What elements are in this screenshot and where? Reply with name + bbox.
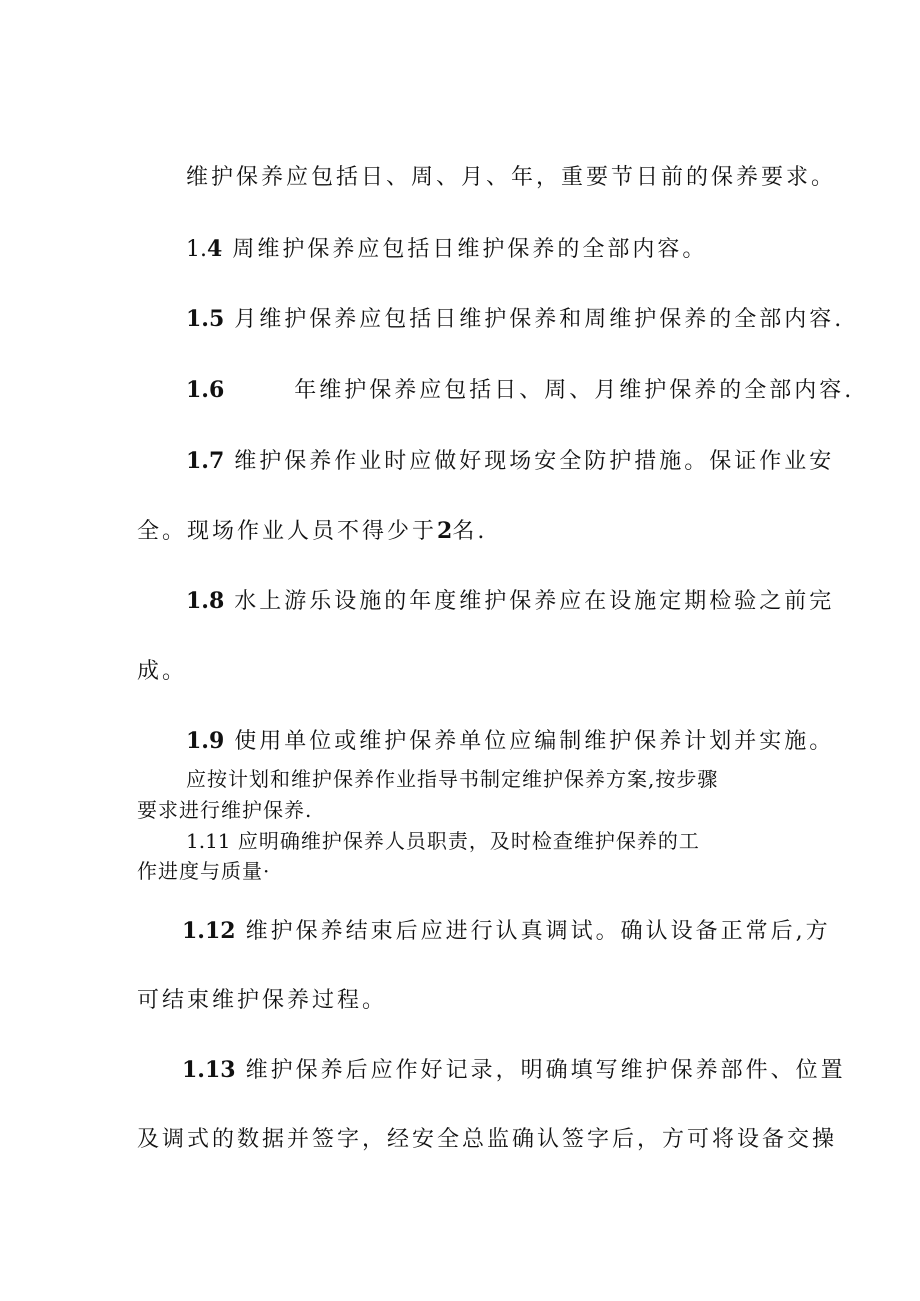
inline-number: 2 [437, 518, 453, 544]
paragraph-text: 周维护保养应包括日维护保养的全部内容。 [232, 237, 708, 262]
paragraph-1-13-line-2 [137, 1127, 837, 1153]
section-number: 1.8 [186, 588, 225, 614]
paragraph-text: 要求进行维护保养. [137, 798, 313, 822]
paragraph-1-10-line-1 [186, 766, 718, 792]
paragraph-1-11-line-2 [137, 858, 270, 884]
paragraph-1-10-line-2 [137, 797, 312, 823]
paragraph-1-13-line-1 [182, 1057, 846, 1084]
paragraph-1-6 [186, 377, 854, 404]
paragraph-text: 维护保养作业时应做好现场安全防护措施。保证作业安 [234, 449, 835, 474]
paragraph-1-7-line-2 [137, 518, 487, 545]
section-number: 1. [186, 237, 207, 262]
paragraph-text: 可结束维护保养过程。 [137, 988, 388, 1013]
paragraph-1-9 [186, 728, 834, 755]
paragraph-1-11-line-1 [186, 828, 700, 854]
paragraph-1-7-line-1 [186, 448, 834, 475]
section-number: 1.7 [186, 448, 225, 474]
section-number: 1.13 [182, 1057, 236, 1083]
paragraph-text: 应按计划和维护保养作业指导书制定维护保养方案,按步骤 [186, 767, 719, 791]
paragraph-text: 及调式的数据并签字，经安全总监确认签字后，方可将设备交操 [137, 1127, 838, 1152]
paragraph-text: 维护保养应包括日、周、月、年，重要节日前的保养要求。 [186, 165, 837, 190]
paragraph-1-12-line-1 [182, 918, 831, 945]
paragraph-text: 年维护保养应包括日、周、月维护保养的全部内容. [294, 378, 855, 403]
section-number: 1.12 [182, 918, 236, 944]
paragraph-1 [186, 165, 836, 191]
paragraph-text: 作进度与质量· [137, 859, 271, 883]
section-number: 1.11 [186, 829, 231, 853]
section-number: 1.5 [186, 306, 225, 332]
paragraph-text: 维护保养结束后应进行认真调试。确认设备正常后,方 [245, 919, 831, 944]
paragraph-text: 水上游乐设施的年度维护保养应在设施定期检验之前完 [234, 589, 835, 614]
paragraph-1-12-line-2 [137, 988, 387, 1014]
section-number: 1.6 [186, 377, 225, 403]
paragraph-1-5 [186, 306, 844, 333]
paragraph-text: 成。 [137, 659, 188, 684]
paragraph-1-8-line-2 [137, 659, 187, 685]
paragraph-text: 应明确维护保养人员职责，及时检查维护保养的工 [237, 829, 700, 853]
paragraph-text: 月维护保养应包括日维护保养和周维护保养的全部内容. [234, 307, 845, 332]
paragraph-text: 名. [452, 519, 488, 544]
section-number-digit: 4 [207, 236, 223, 262]
paragraph-text: 使用单位或维护保养单位应编制维护保养计划并实施。 [234, 729, 835, 754]
paragraph-1-4 [186, 236, 707, 263]
section-number: 1.9 [186, 728, 225, 754]
paragraph-1-8-line-1 [186, 588, 834, 615]
paragraph-text: 维护保养后应作好记录，明确填写维护保养部件、位置 [245, 1058, 846, 1083]
paragraph-text: 全。现场作业人员不得少于 [137, 519, 438, 544]
